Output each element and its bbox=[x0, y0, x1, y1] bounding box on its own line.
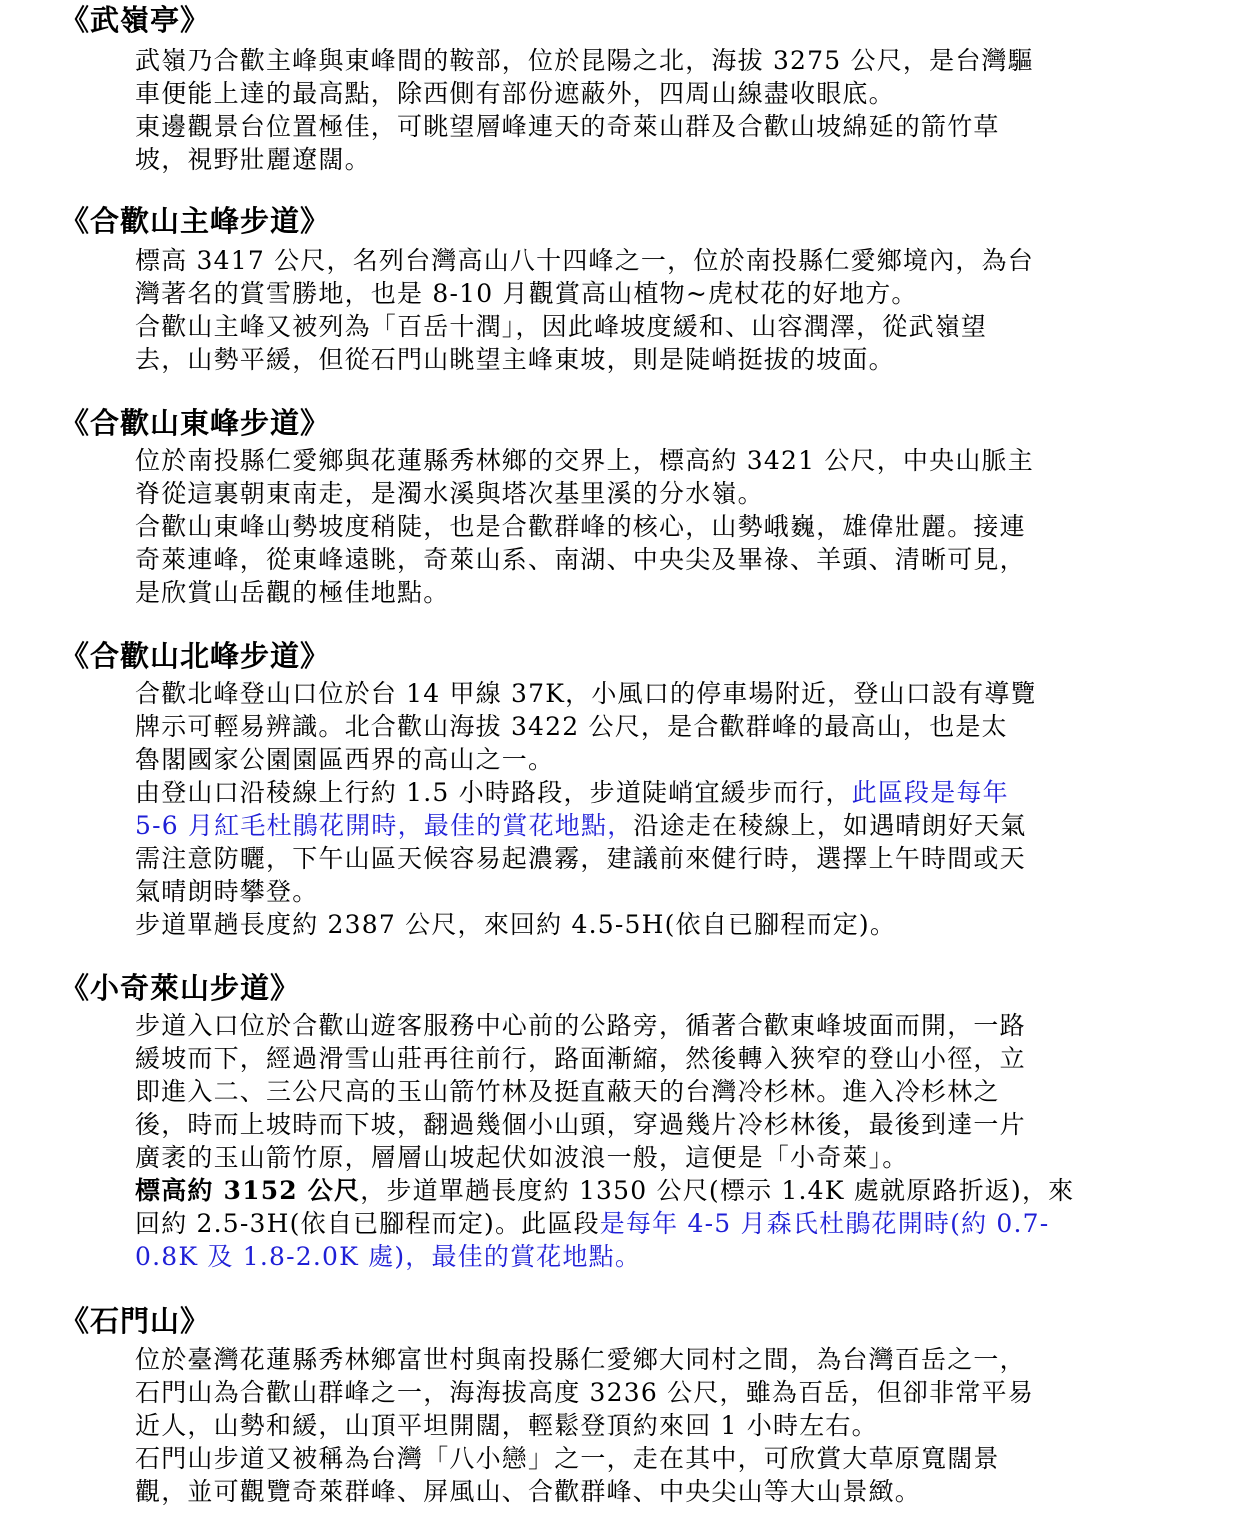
highlight-text: 是每年 4-5 月森氏杜鵑花開時(約 0.7- bbox=[599, 1209, 1050, 1238]
paragraph-line: 回約 2.5-3H(依自已腳程而定)。此區段是每年 4-5 月森氏杜鵑花開時(約 0.7- bbox=[135, 1209, 1050, 1238]
paragraph-line: 奇萊連峰，從東峰遠眺，奇萊山系、南湖、中央尖及畢祿、羊頭、清晰可見， bbox=[135, 545, 1026, 574]
paragraph-line: 即進入二、三公尺高的玉山箭竹林及挺直蔽天的台灣冷杉林。進入冷杉林之 bbox=[135, 1077, 1000, 1106]
paragraph-line: 位於臺灣花蓮縣秀林鄉富世村與南投縣仁愛鄉大同村之間，為台灣百岳之一， bbox=[135, 1345, 1026, 1374]
paragraph-line: 標高 3417 公尺，名列台灣高山八十四峰之一，位於南投縣仁愛鄉境內，為台 bbox=[135, 246, 1034, 275]
paragraph-line: 是欣賞山岳觀的極佳地點。 bbox=[135, 578, 450, 607]
paragraph-line bbox=[135, 1240, 641, 1273]
paragraph-line: 氣晴朗時攀登。 bbox=[135, 877, 319, 906]
paragraph-line: 石門山為合歡山群峰之一，海海拔高度 3236 公尺，雖為百岳，但卻非常平易 bbox=[135, 1378, 1034, 1407]
section-heading: 《小奇萊山步道》 bbox=[60, 971, 301, 1005]
section-heading: 《合歡山北峰步道》 bbox=[60, 639, 331, 673]
paragraph-line: 車便能上達的最高點，除西側有部份遮蔽外，四周山線盡收眼底。 bbox=[135, 79, 895, 108]
bold-text: 標高約 3152 公尺 bbox=[135, 1176, 361, 1205]
paragraph-line: 緩坡而下，經過滑雪山莊再往前行，路面漸縮，然後轉入狹窄的登山小徑，立 bbox=[135, 1044, 1026, 1073]
paragraph-line: 合歡山主峰又被列為「百岳十潤」，因此峰坡度緩和、山容潤澤，從武嶺望 bbox=[135, 312, 988, 341]
paragraph-line: 坡，視野壯麗遼闊。 bbox=[135, 145, 371, 174]
paragraph-line: 灣著名的賞雪勝地，也是 8-10 月觀賞高山植物~虎杖花的好地方。 bbox=[135, 279, 918, 308]
paragraph-line: 步道單趟長度約 2387 公尺，來回約 4.5-5H(依自已腳程而定)。 bbox=[135, 910, 897, 939]
paragraph-line: 去，山勢平緩，但從石門山眺望主峰東坡，則是陡峭挺拔的坡面。 bbox=[135, 345, 895, 374]
highlight-text: 此區段是每年 bbox=[851, 778, 1009, 807]
paragraph-line: 武嶺乃合歡主峰與東峰間的鞍部，位於昆陽之北，海拔 3275 公尺，是台灣驅 bbox=[135, 46, 1034, 75]
paragraph-line: 脊從這裏朝東南走，是濁水溪與塔次基里溪的分水嶺。 bbox=[135, 479, 764, 508]
paragraph-line: 近人，山勢和緩，山頂平坦開闊，輕鬆登頂約來回 1 小時左右。 bbox=[135, 1411, 878, 1440]
highlight-text: 0.8K 及 1.8-2.0K 處)，最佳的賞花地點。 bbox=[135, 1242, 642, 1271]
highlight-text: 5-6 月紅毛杜鵑花開時，最佳的賞花地點， bbox=[135, 811, 634, 840]
section-heading: 《武嶺亭》 bbox=[60, 3, 211, 37]
paragraph-line: 石門山步道又被稱為台灣「八小戀」之一，走在其中，可欣賞大草原寬闊景 bbox=[135, 1444, 1000, 1473]
paragraph-line: 5-6 月紅毛杜鵑花開時，最佳的賞花地點，沿途走在稜線上，如遇晴朗好天氣 bbox=[135, 811, 1027, 840]
paragraph-line: 後，時而上坡時而下坡，翻過幾個小山頭，穿過幾片冷杉林後，最後到達一片 bbox=[135, 1110, 1026, 1139]
paragraph-line: 廣袤的玉山箭竹原，層層山坡起伏如波浪一般，這便是「小奇萊」。 bbox=[135, 1143, 909, 1172]
paragraph-line: 觀，並可觀覽奇萊群峰、屏風山、合歡群峰、中央尖山等大山景緻。 bbox=[135, 1477, 922, 1506]
paragraph-line: 東邊觀景台位置極佳，可眺望層峰連天的奇萊山群及合歡山坡綿延的箭竹草 bbox=[135, 112, 1000, 141]
section-heading: 《石門山》 bbox=[60, 1304, 211, 1338]
paragraph-line: 合歡山東峰山勢坡度稍陡，也是合歡群峰的核心，山勢峨巍，雄偉壯麗。接連 bbox=[135, 512, 1026, 541]
paragraph-line: 魯閣國家公園園區西界的高山之一。 bbox=[135, 745, 555, 774]
paragraph-line: 合歡北峰登山口位於台 14 甲線 37K，小風口的停車場附近，登山口設有導覽 bbox=[135, 679, 1037, 708]
paragraph-line: 由登山口沿稜線上行約 1.5 小時路段，步道陡峭宜緩步而行，此區段是每年 bbox=[135, 778, 1009, 807]
section-heading: 《合歡山東峰步道》 bbox=[60, 406, 331, 440]
paragraph-line: 步道入口位於合歡山遊客服務中心前的公路旁，循著合歡東峰坡面而開，一路 bbox=[135, 1011, 1026, 1040]
paragraph-line: 需注意防曬，下午山區天候容易起濃霧，建議前來健行時，選擇上午時間或天 bbox=[135, 844, 1026, 873]
section-heading: 《合歡山主峰步道》 bbox=[60, 204, 331, 238]
paragraph-line: 牌示可輕易辨識。北合歡山海拔 3422 公尺，是合歡群峰的最高山，也是太 bbox=[135, 712, 1008, 741]
paragraph-line: 位於南投縣仁愛鄉與花蓮縣秀林鄉的交界上，標高約 3421 公尺，中央山脈主 bbox=[135, 446, 1034, 475]
paragraph-line: 標高約 3152 公尺，步道單趟長度約 1350 公尺(標示 1.4K 處就原路折返)，來 bbox=[135, 1176, 1075, 1205]
